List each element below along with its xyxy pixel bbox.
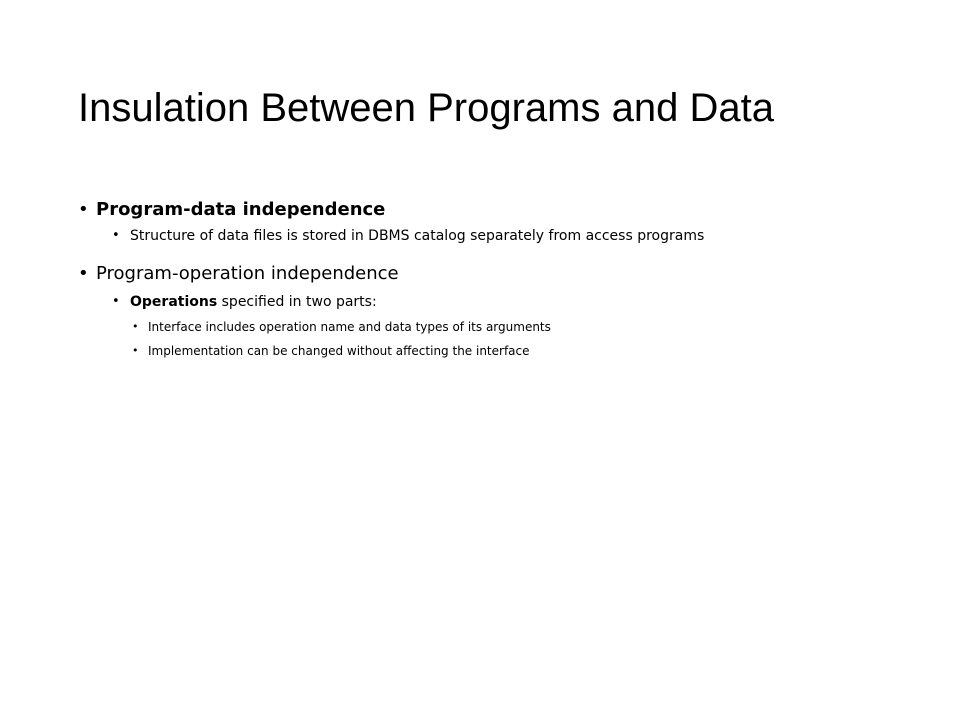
bullet-icon: •: [112, 294, 120, 309]
bullet-icon: •: [132, 320, 139, 333]
bullet-text: Structure of data files is stored in DBMS catalog separately from access programs: [130, 228, 705, 244]
bullet-bold-text: Operations: [130, 294, 218, 310]
bullet-icon: •: [78, 263, 89, 284]
bullet-text: Implementation can be changed without affecting the interface: [148, 344, 530, 358]
slide-title: Insulation Between Programs and Data: [78, 86, 774, 130]
sub-sub-bullet-implementation: [132, 342, 878, 360]
bullet-icon: •: [78, 199, 89, 220]
bullet-program-data-independence: [78, 196, 878, 224]
bullet-text: specified in two parts:: [217, 294, 377, 310]
bullet-icon: •: [132, 344, 139, 357]
bullet-text: Interface includes operation name and data types of its arguments: [148, 320, 551, 334]
slide-body: [78, 196, 878, 360]
bullet-icon: •: [112, 228, 120, 243]
sub-bullet-operations: [112, 292, 878, 312]
bullet-bold-text: Program-data independence: [96, 199, 386, 220]
sub-bullet-structure-of-data-files: [112, 226, 878, 246]
bullet-text: Program-operation independence: [96, 263, 399, 284]
sub-sub-bullet-interface: [132, 318, 878, 336]
bullet-program-operation-independence: [78, 260, 878, 288]
